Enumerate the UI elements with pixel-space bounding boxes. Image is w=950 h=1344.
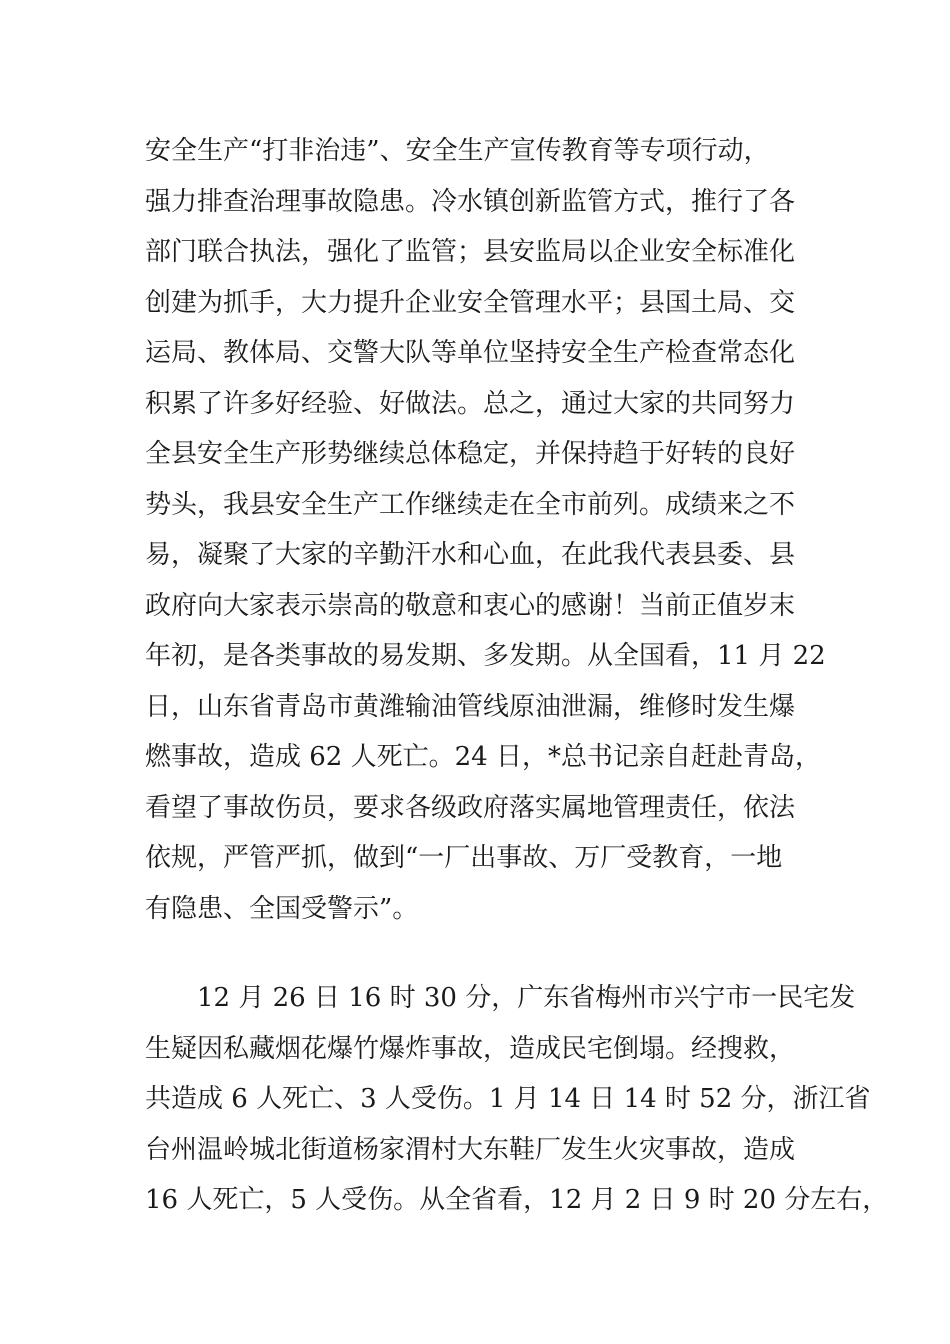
text-line: 积累了许多好经验、好做法。总之，通过大家的共同努力 [145, 388, 796, 419]
text-line: 年初，是各类事故的易发期、多发期。从全国看，11 月 22 [145, 641, 826, 671]
text-line: 12 月 26 日 16 时 30 分，广东省梅州市兴宁市一民宅发 [197, 983, 856, 1013]
text-line: 日，山东省青岛市黄潍输油管线原油泄漏，维修时发生爆 [145, 691, 796, 722]
text-line: 易，凝聚了大家的辛勤汗水和心血，在此我代表县委、县 [145, 540, 796, 570]
text-line: 势头，我县安全生产工作继续走在全市前列。成绩来之不 [145, 489, 796, 520]
text-line: 看望了事故伤员，要求各级政府落实属地管理责任，依法 [145, 792, 796, 823]
text-line: 生疑因私藏烟花爆竹爆炸事故，造成民宅倒塌。经搜救， [145, 1033, 796, 1064]
text-line: 台州温岭城北街道杨家渭村大东鞋厂发生火灾事故，造成 [145, 1134, 796, 1165]
text-line: 共造成 6 人死亡、3 人受伤。1 月 14 日 14 时 52 分，浙江省 [145, 1084, 871, 1114]
text-line: 有隐患、全国受警示”。 [145, 893, 419, 924]
text-line: 全县安全生产形势继续总体稳定，并保持趋于好转的良好 [145, 439, 796, 469]
paragraph-1 [145, 126, 825, 934]
text-line: 部门联合执法，强化了监管；县安监局以企业安全标准化 [145, 237, 796, 267]
text-line: 燃事故，造成 62 人死亡。24 日，*总书记亲自赶赴青岛， [145, 742, 821, 772]
text-line: 16 人死亡，5 人受伤。从全省看，12 月 2 日 9 时 20 分左右， [145, 1185, 889, 1215]
paragraph-2 [145, 973, 889, 1226]
text-line: 政府向大家表示崇高的敬意和衷心的感谢！当前正值岁末 [145, 590, 796, 621]
text-line: 依规，严管严抓，做到“一厂出事故、万厂受教育，一地 [145, 843, 783, 873]
text-line: 运局、教体局、交警大队等单位坚持安全生产检查常态化 [145, 338, 796, 368]
text-line: 强力排查治理事故隐患。冷水镇创新监管方式，推行了各 [145, 186, 796, 217]
text-line: 安全生产“打非治违”、安全生产宣传教育等专项行动， [145, 136, 770, 166]
text-line: 创建为抓手，大力提升企业安全管理水平；县国土局、交 [145, 287, 796, 318]
